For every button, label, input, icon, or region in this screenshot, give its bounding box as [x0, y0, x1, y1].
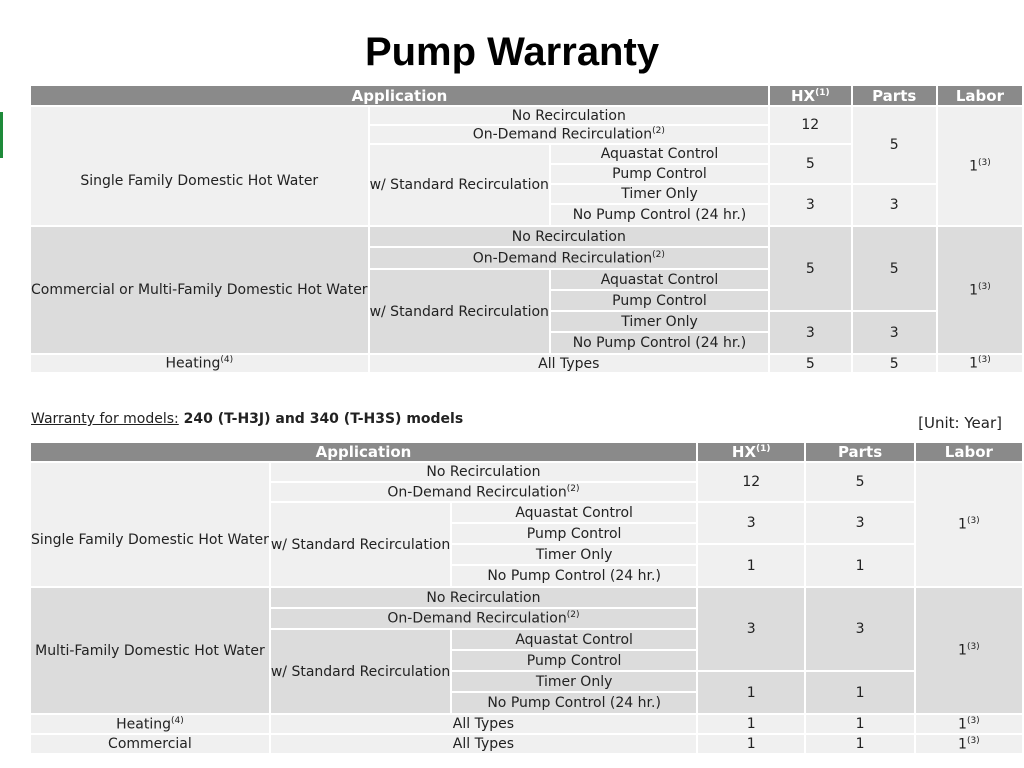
option-all-types: All Types: [370, 355, 768, 372]
row-label-heating: Heating$^{(4)}$: [31, 355, 368, 372]
option-no-recirculation: No Recirculation: [271, 463, 696, 481]
header-application: Application: [31, 86, 768, 105]
cell-hx: 12: [770, 107, 851, 143]
option-w-standard: w/ Standard Recirculation: [370, 270, 549, 353]
warranty-table-1: [29, 84, 1024, 374]
option-all-types: All Types: [271, 735, 696, 753]
unit-label: [Unit: Year]: [918, 414, 1002, 432]
cell-parts: 3: [806, 503, 913, 543]
option-w-standard: w/ Standard Recirculation: [271, 630, 450, 713]
page-title: Pump Warranty: [364, 30, 660, 74]
cell-parts: 1: [806, 672, 913, 713]
cell-parts: 5: [853, 227, 936, 310]
option-no-pump-control: No Pump Control (24 hr.): [551, 205, 768, 225]
option-on-demand: On-Demand Recirculation$^{(2)}$: [271, 609, 696, 628]
cell-hx: 1: [698, 715, 804, 733]
option-timer-only: Timer Only: [551, 312, 768, 331]
cell-hx: 12: [698, 463, 804, 501]
group-label: Single Family Domestic Hot Water: [31, 107, 368, 225]
option-timer-only: Timer Only: [452, 545, 696, 564]
cell-labor: 1$^{(3)}$: [938, 227, 1022, 353]
option-timer-only: Timer Only: [551, 185, 768, 203]
row-label-heating: Heating$^{(4)}$: [31, 715, 269, 733]
header-labor: Labor: [916, 443, 1022, 461]
cell-labor: 1$^{(3)}$: [916, 463, 1022, 586]
option-pump-control: Pump Control: [452, 524, 696, 543]
cell-labor: 1$^{(3)}$: [938, 107, 1022, 225]
option-no-pump-control: No Pump Control (24 hr.): [452, 566, 696, 586]
cell-hx: 1: [698, 672, 804, 713]
header-hx: HX$^{(1)}$: [770, 86, 851, 105]
option-aquastat: Aquastat Control: [551, 270, 768, 289]
cell-parts: 5: [806, 463, 913, 501]
cell-parts: 1: [806, 715, 913, 733]
header-application: Application: [31, 443, 696, 461]
header-parts: Parts: [853, 86, 936, 105]
cell-parts: 1: [806, 735, 913, 753]
cell-hx: 3: [698, 588, 804, 670]
models-caption: Warranty for models: 240 (T-H3J) and 340 (T-H3S) models: [31, 411, 464, 427]
cell-hx: 3: [698, 503, 804, 543]
cell-hx: 5: [770, 355, 851, 372]
option-timer-only: Timer Only: [452, 672, 696, 691]
cell-hx: 3: [770, 312, 851, 353]
cell-parts: 5: [853, 107, 936, 183]
row-label-commercial: Commercial: [31, 735, 269, 753]
option-pump-control: Pump Control: [452, 651, 696, 670]
option-no-pump-control: No Pump Control (24 hr.): [551, 333, 768, 353]
option-aquastat: Aquastat Control: [452, 503, 696, 522]
option-w-standard: w/ Standard Recirculation: [271, 503, 450, 586]
cell-hx: 5: [770, 145, 851, 183]
cell-hx: 3: [770, 185, 851, 225]
header-labor: Labor: [938, 86, 1022, 105]
cell-hx: 5: [770, 227, 851, 310]
cell-labor: 1$^{(3)}$: [916, 715, 1022, 733]
group-label: Multi-Family Domestic Hot Water: [31, 588, 269, 713]
cell-labor: 1$^{(3)}$: [916, 735, 1022, 753]
option-w-standard: w/ Standard Recirculation: [370, 145, 549, 225]
accent-bar: [0, 112, 3, 158]
option-on-demand: On-Demand Recirculation$^{(2)}$: [370, 126, 768, 143]
cell-hx: 1: [698, 735, 804, 753]
option-all-types: All Types: [271, 715, 696, 733]
option-pump-control: Pump Control: [551, 165, 768, 183]
option-aquastat: Aquastat Control: [452, 630, 696, 649]
cell-parts: 5: [853, 355, 936, 372]
option-on-demand: On-Demand Recirculation$^{(2)}$: [370, 248, 768, 268]
option-aquastat: Aquastat Control: [551, 145, 768, 163]
cell-labor: 1$^{(3)}$: [938, 355, 1022, 372]
option-no-pump-control: No Pump Control (24 hr.): [452, 693, 696, 713]
cell-labor: 1$^{(3)}$: [916, 588, 1022, 713]
cell-hx: 1: [698, 545, 804, 586]
option-no-recirculation: No Recirculation: [370, 227, 768, 246]
cell-parts: 3: [853, 185, 936, 225]
cell-parts: 3: [806, 588, 913, 670]
warranty-table-2: [29, 441, 1024, 755]
header-parts: Parts: [806, 443, 913, 461]
option-no-recirculation: No Recirculation: [271, 588, 696, 607]
option-no-recirculation: No Recirculation: [370, 107, 768, 124]
group-label: Commercial or Multi-Family Domestic Hot Water: [31, 227, 368, 353]
group-label: Single Family Domestic Hot Water: [31, 463, 269, 586]
cell-parts: 3: [853, 312, 936, 353]
cell-parts: 1: [806, 545, 913, 586]
header-hx: HX$^{(1)}$: [698, 443, 804, 461]
option-on-demand: On-Demand Recirculation$^{(2)}$: [271, 483, 696, 501]
option-pump-control: Pump Control: [551, 291, 768, 310]
